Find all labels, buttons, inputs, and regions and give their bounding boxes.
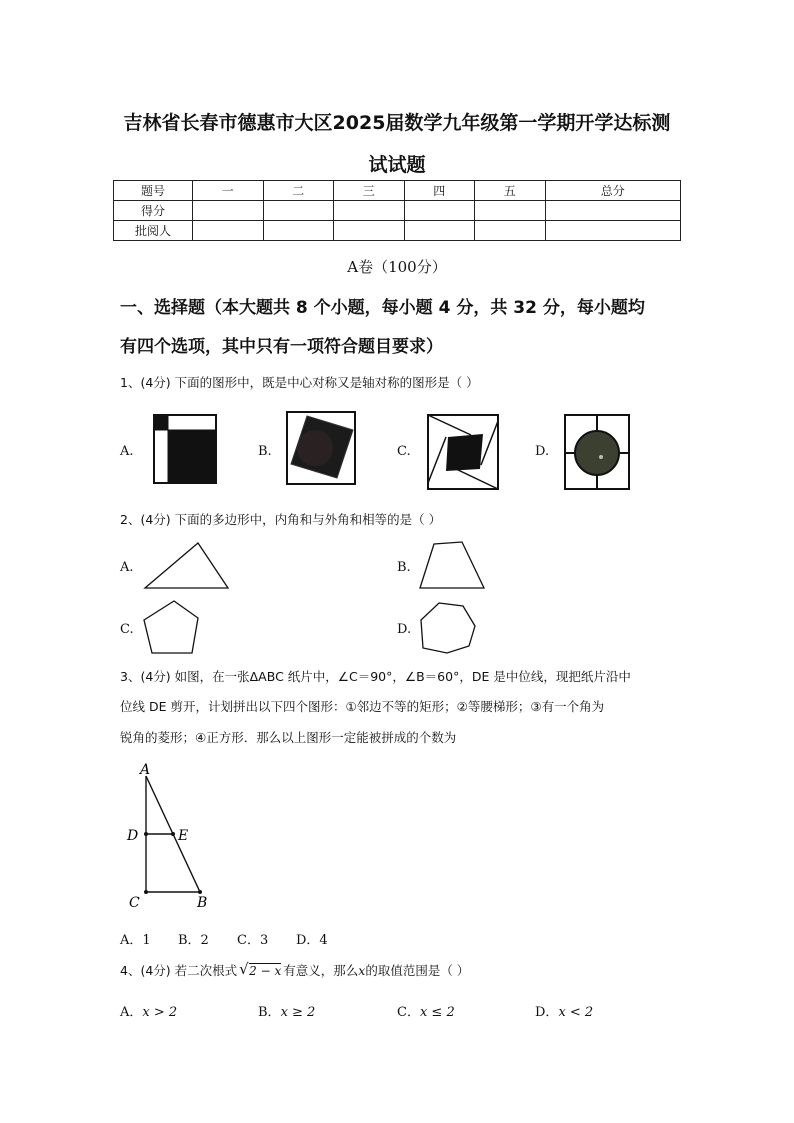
q4-option-b-expr: x ≥ 2 [280, 1005, 316, 1020]
score-cell [263, 201, 334, 221]
label-d: D [127, 828, 139, 844]
q1-option-a[interactable]: A. [120, 444, 134, 459]
q3-option-a[interactable]: A．1 [120, 933, 151, 948]
col-header: 题号 [114, 181, 193, 201]
q4-option-d[interactable] [535, 1001, 593, 1020]
label-a: A [140, 762, 151, 778]
q4-stem-end: 的取值范围是（ ） [365, 963, 470, 978]
question-4-stem [120, 956, 680, 986]
q3-option-b[interactable]: B．2 [178, 933, 209, 948]
score-cell [193, 201, 264, 221]
row-header: 得分 [114, 201, 193, 221]
q2-option-a[interactable]: A. [120, 560, 134, 575]
score-cell [475, 201, 546, 221]
question-3-stem-line3: 锐角的菱形；④正方形．那么以上图形一定能被拼成的个数为 [120, 730, 457, 745]
section-heading-line2: 有四个选项，其中只有一项符合题目要求） [120, 337, 443, 357]
score-cell [404, 201, 475, 221]
q2-option-c[interactable]: C. [120, 622, 134, 637]
grader-cell [334, 221, 405, 241]
q2-triangle [140, 540, 232, 592]
q1-figure-c [426, 413, 500, 491]
sqrt-sign-icon: √ [239, 960, 249, 978]
grader-cell [545, 221, 681, 241]
question-2-stem: 2、(4分) 下面的多边形中，内角和与外角和相等的是（ ） [120, 512, 442, 527]
col-header: 三 [334, 181, 405, 201]
q3-triangle-figure [120, 760, 220, 916]
q1-figure-d [563, 413, 631, 491]
page-title-line2: 试试题 [368, 154, 426, 176]
q4-option-b[interactable] [258, 1001, 315, 1020]
grader-cell [404, 221, 475, 241]
q4-var: x [358, 963, 366, 978]
col-header: 二 [263, 181, 334, 201]
q4-stem-post: 有意义，那么 [283, 963, 359, 978]
q4-option-b-label: B． [258, 1005, 281, 1020]
col-header: 一 [193, 181, 264, 201]
q4-option-d-label: D． [535, 1005, 559, 1020]
q4-sqrt [239, 956, 281, 986]
q2-option-b[interactable]: B. [397, 560, 411, 575]
q1-option-c[interactable]: C. [397, 444, 411, 459]
q3-option-d[interactable]: D．4 [296, 933, 328, 948]
section-heading-line1: 一、选择题（本大题共 8 个小题，每小题 4 分，共 32 分，每小题均 [120, 298, 645, 318]
label-c: C [129, 895, 140, 911]
question-1-stem: 1、(4分) 下面的图形中，既是中心对称又是轴对称的图形是（ ） [120, 375, 479, 390]
question-3-stem-line1: 3、(4分) 如图，在一张ΔABC 纸片中，∠C＝90°，∠B＝60°，DE 是中位线，现把纸片沿中 [120, 669, 631, 684]
q1-option-d[interactable]: D. [535, 444, 550, 459]
q4-option-a[interactable] [120, 1001, 177, 1020]
score-row [114, 201, 681, 221]
score-table-header-row [114, 181, 681, 201]
col-header: 五 [475, 181, 546, 201]
q1-figure-b [285, 410, 357, 486]
q2-option-d[interactable]: D. [397, 622, 412, 637]
page-title-line1: 吉林省长春市德惠市大区2025届数学九年级第一学期开学达标测 [123, 112, 671, 134]
q1-figure-a [152, 413, 218, 485]
grader-cell [263, 221, 334, 241]
col-header: 四 [404, 181, 475, 201]
q4-option-c-expr: x ≤ 2 [419, 1005, 455, 1020]
grader-cell [193, 221, 264, 241]
q2-heptagon [417, 600, 479, 656]
q1-option-b[interactable]: B. [258, 444, 272, 459]
question-3-stem-line2: 位线 DE 剪开，计划拼出以下四个图形：①邻边不等的矩形；②等腰梯形；③有一个角为 [120, 699, 605, 714]
grader-cell [475, 221, 546, 241]
grader-row [114, 221, 681, 241]
q4-option-a-label: A． [120, 1005, 143, 1020]
label-b: B [197, 895, 208, 911]
q4-option-c-label: C． [397, 1005, 420, 1020]
q4-radicand: 2 − x [249, 964, 282, 978]
label-e: E [178, 828, 189, 844]
col-header: 总分 [545, 181, 681, 201]
score-cell [545, 201, 681, 221]
q3-option-c[interactable]: C．3 [237, 933, 269, 948]
q4-option-c[interactable] [397, 1001, 455, 1020]
q2-quadrilateral [416, 540, 488, 592]
q4-option-a-expr: x > 2 [142, 1005, 178, 1020]
row-header: 批阅人 [114, 221, 193, 241]
score-table [113, 180, 681, 241]
q4-stem-pre: 4、(4分) 若二次根式 [120, 963, 238, 978]
volume-label: A卷（100分） [347, 258, 447, 276]
q4-option-d-expr: x < 2 [558, 1005, 594, 1020]
q2-pentagon [140, 598, 202, 658]
score-cell [334, 201, 405, 221]
